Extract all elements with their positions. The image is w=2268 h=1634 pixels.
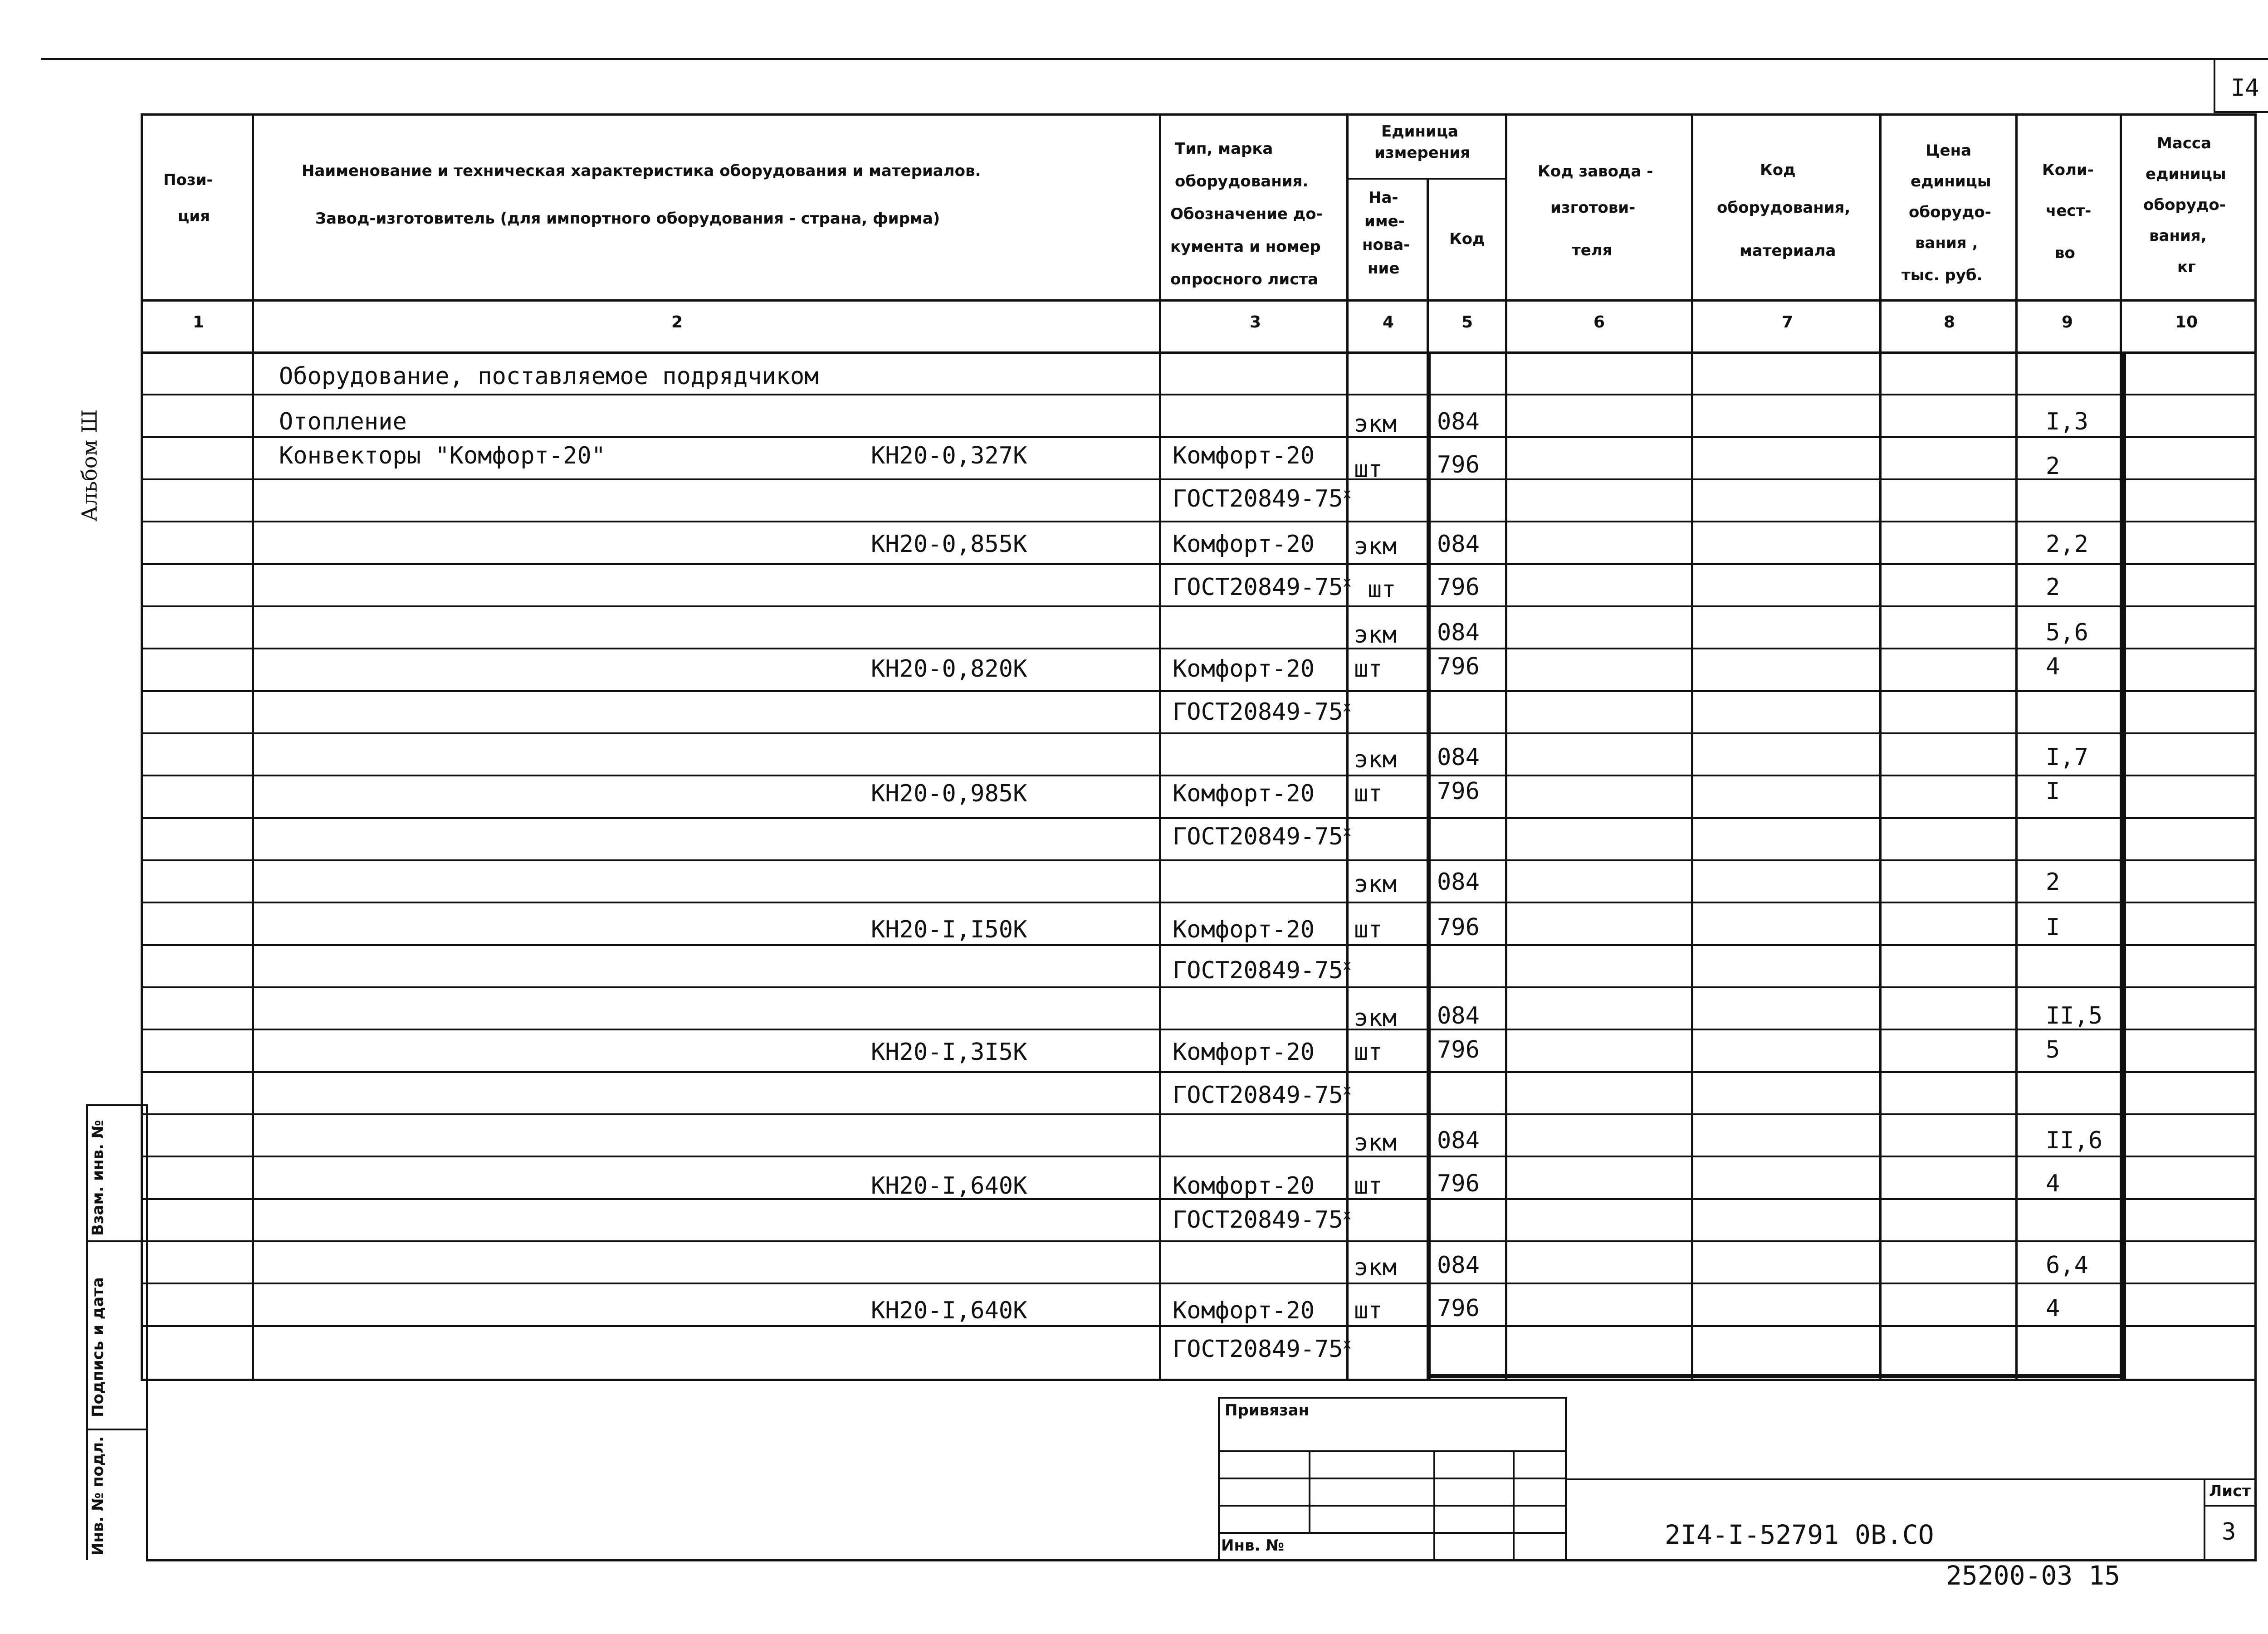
unit-ekm-1: экм xyxy=(1354,410,1397,438)
code-sht-1: 796 xyxy=(1437,451,1480,478)
code-ekm-1: 084 xyxy=(1437,408,1480,435)
col-line xyxy=(252,113,254,1379)
header-col8-line2: единицы xyxy=(1911,172,1991,190)
col-number-10: 10 xyxy=(2175,313,2198,332)
header-col5: Код xyxy=(1449,230,1485,248)
stamp-col-line xyxy=(1513,1450,1515,1560)
unit-ekm-2: экм xyxy=(1354,533,1397,560)
row-line xyxy=(141,732,2254,734)
unit-ekm-8: экм xyxy=(1354,1254,1397,1281)
col-line xyxy=(1505,113,1507,1379)
code-ekm-4: 084 xyxy=(1437,744,1480,771)
list-number: 3 xyxy=(2222,1518,2236,1546)
header-col4-line4: ние xyxy=(1368,259,1400,278)
header-col10-line3: оборудо- xyxy=(2143,196,2226,214)
header-col4-line3: нова- xyxy=(1362,236,1410,254)
section-title: Оборудование, поставляемое подрядчиком xyxy=(279,363,819,390)
header-col1-line2: ция xyxy=(178,207,210,225)
header-units-line2: измерения xyxy=(1374,144,1470,162)
gost-8: ГОСТ20849-75$^x$ xyxy=(1173,1336,1351,1363)
qty-sht-4: I xyxy=(2046,778,2060,805)
data-box-bottom xyxy=(1427,1374,2126,1378)
brand-5: Комфорт-20 xyxy=(1173,916,1315,943)
model-4: КН20-0,985К xyxy=(871,780,1027,807)
product-name: Конвекторы "Комфорт-20" xyxy=(279,442,606,469)
col-number-6: 6 xyxy=(1593,313,1605,332)
stamp-right-edge xyxy=(146,1104,148,1560)
header-col3-line5: опросного листа xyxy=(1170,270,1319,288)
unit-group-divider xyxy=(1346,178,1506,180)
qty-sht-5: I xyxy=(2046,914,2060,941)
header-units-line1: Единица xyxy=(1381,122,1458,141)
model-2: КН20-0,855К xyxy=(871,531,1027,558)
row-line xyxy=(141,648,2254,649)
col-number-8: 8 xyxy=(1944,313,1955,332)
model-3: КН20-0,820К xyxy=(871,655,1027,683)
qty-ekm-2: 2,2 xyxy=(2046,531,2088,558)
page-bottom-border xyxy=(146,1559,2257,1561)
table-bottom-border xyxy=(141,1379,2257,1381)
model-1: КН20-0,327К xyxy=(871,442,1027,469)
model-6: КН20-I,3I5К xyxy=(871,1039,1027,1066)
row-line xyxy=(141,1283,2254,1284)
col-number-2: 2 xyxy=(671,313,683,332)
header-col9-line1: Коли- xyxy=(2042,161,2094,179)
stamp-left-edge xyxy=(86,1104,88,1560)
model-7: КН20-I,640К xyxy=(871,1172,1027,1200)
header-col3-line2: оборудования. xyxy=(1175,172,1309,190)
top-rule xyxy=(41,58,2268,60)
row-line xyxy=(141,1240,2254,1242)
brand-4: Комфорт-20 xyxy=(1173,780,1315,807)
brand-6: Комфорт-20 xyxy=(1173,1039,1315,1066)
code-ekm-2: 084 xyxy=(1437,531,1480,558)
header-col3-line1: Тип, марка xyxy=(1175,140,1273,158)
page-right-border xyxy=(2254,1379,2257,1560)
col-number-5: 5 xyxy=(1461,313,1473,332)
inv-no-label: Инв. № xyxy=(1221,1536,1285,1555)
header-col7-line2: оборудования, xyxy=(1717,199,1851,217)
code-ekm-6: 084 xyxy=(1437,1002,1480,1029)
unit-ekm-3: экм xyxy=(1354,621,1397,649)
data-box-left xyxy=(1427,351,1431,1379)
row-line xyxy=(141,944,2254,946)
qty-sht-1: 2 xyxy=(2046,453,2060,480)
sheet-corner-number: I4 xyxy=(2231,74,2259,102)
header-col2-line2: Завод-изготовитель (для импортного оборудования - страна, фирма) xyxy=(315,210,940,228)
header-col8-line1: Цена xyxy=(1926,141,1972,160)
header-col6-line2: изготови- xyxy=(1550,199,1636,217)
gost-7: ГОСТ20849-75$^x$ xyxy=(1173,1206,1351,1234)
gost-5: ГОСТ20849-75$^x$ xyxy=(1173,957,1351,984)
album-label: Альбом Ш xyxy=(77,409,102,522)
stamp-top-border xyxy=(1218,1397,1565,1399)
table-top-border xyxy=(141,113,2254,116)
bottom-code: 25200-03 15 xyxy=(1946,1560,2121,1591)
unit-sht-6: шт xyxy=(1354,1039,1383,1066)
code-ekm-8: 084 xyxy=(1437,1252,1480,1279)
brand-2: Комфорт-20 xyxy=(1173,531,1315,558)
privyazan-label: Привязан xyxy=(1225,1401,1310,1419)
row-line xyxy=(141,986,2254,988)
stamp-line xyxy=(86,1429,147,1430)
table-left-border xyxy=(141,113,143,1381)
model-5: КН20-I,I50К xyxy=(871,916,1027,943)
code-sht-2: 796 xyxy=(1437,574,1480,601)
row-line xyxy=(141,775,2254,776)
code-sht-7: 796 xyxy=(1437,1170,1480,1197)
header-col10-line2: единицы xyxy=(2146,165,2226,183)
stamp-podpis-label: Подпись и дата xyxy=(89,1277,107,1417)
row-line xyxy=(141,436,2254,438)
stamp-col-line xyxy=(1309,1450,1310,1532)
code-ekm-3: 084 xyxy=(1437,619,1480,646)
col-line xyxy=(1346,113,1349,1379)
header-col3-line4: кумента и номер xyxy=(1170,238,1321,256)
corner-box-bottom xyxy=(2214,111,2268,113)
row-line xyxy=(141,521,2254,522)
col-line xyxy=(1879,113,1882,1379)
gost-2: ГОСТ20849-75$^x$ xyxy=(1173,574,1351,601)
qty-sht-6: 5 xyxy=(2046,1036,2060,1063)
col-line xyxy=(2015,113,2018,1379)
qty-sht-8: 4 xyxy=(2046,1295,2060,1322)
qty-ekm-7: II,6 xyxy=(2046,1127,2103,1154)
list-label: Лист xyxy=(2209,1482,2251,1500)
header-col7-line3: материала xyxy=(1740,242,1836,260)
unit-sht-4: шт xyxy=(1354,780,1383,807)
stamp-inv-label: Инв. № подл. xyxy=(89,1436,107,1556)
table-right-border xyxy=(2254,113,2257,1381)
qty-ekm-3: 5,6 xyxy=(2046,619,2088,646)
code-sht-6: 796 xyxy=(1437,1036,1480,1063)
unit-ekm-4: экм xyxy=(1354,746,1397,773)
header-bottom-border xyxy=(141,299,2254,302)
unit-ekm-6: экм xyxy=(1354,1005,1397,1032)
unit-sht-8: шт xyxy=(1354,1297,1383,1324)
unit-sht-5: шт xyxy=(1354,916,1383,943)
row-line xyxy=(141,478,2254,480)
qty-sht-7: 4 xyxy=(2046,1170,2060,1197)
header-col10-line4: вания, xyxy=(2149,227,2207,245)
stamp-list-divider xyxy=(2204,1478,2205,1560)
code-sht-3: 796 xyxy=(1437,653,1480,680)
code-sht-4: 796 xyxy=(1437,778,1480,805)
gost-6: ГОСТ20849-75$^x$ xyxy=(1173,1082,1351,1109)
qty-sht-3: 4 xyxy=(2046,653,2060,680)
row-line xyxy=(141,1156,2254,1157)
gost-3: ГОСТ20849-75$^x$ xyxy=(1173,698,1351,726)
subsection-title: Отопление xyxy=(279,408,407,435)
header-col1-line1: Пози- xyxy=(163,171,213,189)
row-line xyxy=(141,605,2254,607)
document-code: 2I4-I-52791 0B.CO xyxy=(1665,1519,1934,1550)
stamp-col-line xyxy=(1433,1450,1435,1560)
row-line xyxy=(141,817,2254,819)
unit-sht-7: шт xyxy=(1354,1172,1383,1200)
row-line xyxy=(141,563,2254,565)
code-ekm-7: 084 xyxy=(1437,1127,1480,1154)
gost-4: ГОСТ20849-75$^x$ xyxy=(1173,823,1351,850)
stamp-line xyxy=(86,1240,147,1242)
col-line xyxy=(1159,113,1161,1379)
row-line xyxy=(141,1029,2254,1030)
data-box-right xyxy=(2122,351,2126,1379)
code-sht-5: 796 xyxy=(1437,914,1480,941)
row-line xyxy=(141,859,2254,861)
header-col6-line1: Код завода - xyxy=(1538,162,1653,180)
header-col8-line3: оборудо- xyxy=(1909,203,1991,221)
unit-sht-1: шт xyxy=(1354,456,1383,483)
qty-ekm-8: 6,4 xyxy=(2046,1252,2088,1279)
row-line xyxy=(141,690,2254,692)
corner-box-left xyxy=(2214,58,2215,112)
code-sht-8: 796 xyxy=(1437,1295,1480,1322)
gost-1: ГОСТ20849-75$^x$ xyxy=(1173,485,1351,512)
model-8: КН20-I,640К xyxy=(871,1297,1027,1324)
qty-ekm-4: I,7 xyxy=(2046,744,2088,771)
header-col2-line1: Наименование и техническая характеристика оборудования и материалов. xyxy=(302,162,981,180)
header-col9-line2: чест- xyxy=(2046,202,2092,220)
qty-sht-2: 2 xyxy=(2046,574,2060,601)
brand-8: Комфорт-20 xyxy=(1173,1297,1315,1324)
qty-ekm-1: I,3 xyxy=(2046,408,2088,435)
stamp-code-row-top xyxy=(1565,1478,2254,1480)
unit-ekm-7: экм xyxy=(1354,1129,1397,1156)
col-number-7: 7 xyxy=(1782,313,1794,332)
unit-sht-2: шт xyxy=(1368,576,1396,603)
col-number-9: 9 xyxy=(2062,313,2073,332)
header-col7-line1: Код xyxy=(1760,161,1796,179)
col-number-3: 3 xyxy=(1250,313,1261,332)
stamp-list-line xyxy=(2204,1505,2254,1507)
header-col6-line3: теля xyxy=(1572,241,1613,259)
row-line xyxy=(141,1071,2254,1073)
unit-ekm-5: экм xyxy=(1354,871,1397,898)
header-col9-line3: во xyxy=(2055,244,2075,262)
row-line xyxy=(141,394,2254,395)
numbers-bottom-border xyxy=(141,351,2254,354)
qty-ekm-6: II,5 xyxy=(2046,1002,2103,1029)
brand-1: Комфорт-20 xyxy=(1173,442,1315,469)
brand-3: Комфорт-20 xyxy=(1173,655,1315,683)
header-col8-line4: вания , xyxy=(1915,234,1978,252)
unit-sht-3: шт xyxy=(1354,655,1383,683)
col-number-4: 4 xyxy=(1383,313,1394,332)
code-ekm-5: 084 xyxy=(1437,868,1480,896)
row-line xyxy=(141,902,2254,903)
header-col8-line5: тыс. руб. xyxy=(1901,266,1983,284)
header-col3-line3: Обозначение до- xyxy=(1170,205,1323,223)
header-col10-line1: Масса xyxy=(2157,134,2212,152)
header-col4-line1: На- xyxy=(1369,189,1398,207)
stamp-line xyxy=(86,1104,147,1106)
row-line xyxy=(141,1325,2254,1327)
stamp-vzam-label: Взам. инв. № xyxy=(89,1120,107,1236)
qty-ekm-5: 2 xyxy=(2046,868,2060,896)
header-col10-line5: кг xyxy=(2177,258,2196,276)
header-col4-line2: име- xyxy=(1364,212,1405,230)
col-line xyxy=(1691,113,1693,1379)
brand-7: Комфорт-20 xyxy=(1173,1172,1315,1200)
row-line xyxy=(141,1113,2254,1115)
col-number-1: 1 xyxy=(193,313,205,332)
